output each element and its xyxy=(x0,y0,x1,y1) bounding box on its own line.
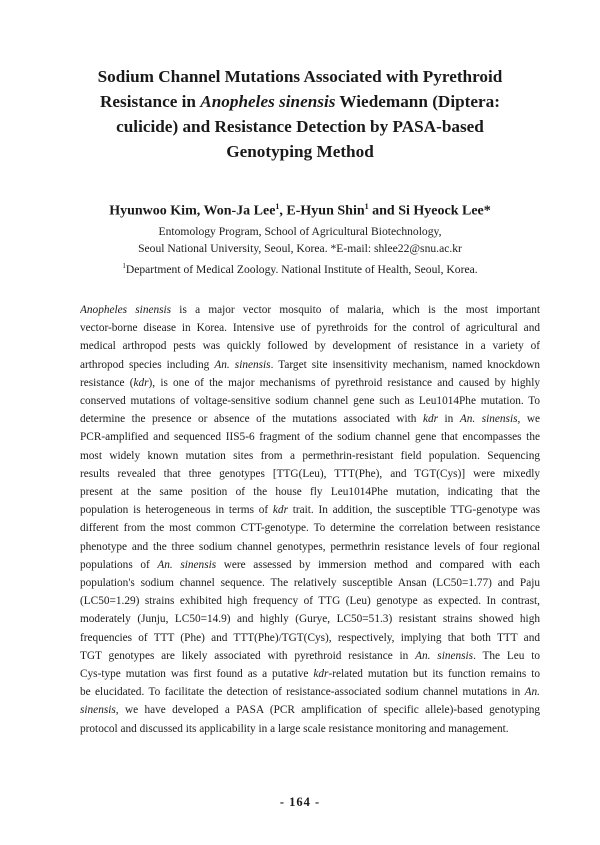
abstract-text: be elucidated. To facilitate the detection of resistance-associated sodium channel mutations in xyxy=(80,686,525,699)
abstract-italic-term: kdr xyxy=(313,668,329,681)
abstract-italic-term: An. sinensis xyxy=(415,649,474,662)
abstract-text: population is heterogeneous in terms of xyxy=(80,504,273,517)
abstract-italic-term: kdr xyxy=(133,376,149,389)
title-line-2 xyxy=(60,89,540,114)
abstract-line xyxy=(80,629,540,647)
abstract-italic-term: kdr xyxy=(422,413,439,426)
abstract-line xyxy=(80,319,540,337)
abstract-text: Cys-type mutation was first found as a putative xyxy=(80,668,314,681)
affiliation-line-2: Seoul National University, Seoul, Korea. *E-mail: shlee22@snu.ac.kr xyxy=(138,242,462,255)
author-2-sup: 1 xyxy=(364,202,369,211)
abstract-line xyxy=(80,392,540,410)
abstract-line xyxy=(80,301,540,319)
abstract-text: . Target site insensitivity mechanism, named knockdown xyxy=(270,358,540,371)
abstract-italic-term: An. xyxy=(524,686,540,699)
abstract-italic-term: An. sinensis xyxy=(157,558,217,571)
abstract-text: trait. In addition, the susceptible TTG-genotype was xyxy=(287,504,540,517)
abstract-line xyxy=(80,465,540,483)
abstract-line xyxy=(80,556,540,574)
abstract-line xyxy=(80,501,540,519)
abstract xyxy=(80,301,540,738)
abstract-text: resistance ( xyxy=(80,376,134,389)
abstract-text: present at the same position of the house fly Leu1014Phe mutation, indicating that the xyxy=(80,486,540,499)
abstract-line xyxy=(80,519,540,537)
abstract-italic-term: Anopheles sinensis xyxy=(80,304,172,316)
abstract-text: populations of xyxy=(80,558,158,571)
abstract-line xyxy=(80,483,540,501)
abstract-line xyxy=(80,337,540,355)
abstract-text: determine the presence or absence of the mutations associated with xyxy=(80,413,423,426)
abstract-text: different from the most common CTT-genotype. To determine the correlation between resistance xyxy=(80,522,540,535)
paper-title xyxy=(60,64,540,164)
abstract-text: protocol and discussed its applicability in a large scale resistance monitoring and management. xyxy=(80,722,509,735)
abstract-text: frequencies of TTT (Phe) and TTT(Phe)/TGT(Cys), respectively, implying that both TTT and xyxy=(80,631,540,644)
title-line-1: Sodium Channel Mutations Associated with Pyrethroid xyxy=(97,67,503,86)
abstract-text: medical arthropod pests was quickly followed by development of resistance in a variety of xyxy=(80,340,540,353)
abstract-text: , we xyxy=(517,413,540,426)
abstract-text: ), is one of the major mechanisms of pyrethroid resistance and caused by highly xyxy=(148,376,540,389)
abstract-text: PCR-amplified and sequenced IIS5-6 fragment of the sodium channel gene that encompasses the xyxy=(80,431,540,444)
abstract-italic-term: kdr xyxy=(272,504,288,517)
abstract-line xyxy=(80,647,540,665)
affiliation-3-text: Department of Medical Zoology. National Institute of Health, Seoul, Korea. xyxy=(125,262,478,276)
title-species: Anopheles sinensis xyxy=(200,92,336,111)
abstract-line xyxy=(80,410,540,428)
abstract-text: phenotype and the three sodium channel genotypes, permethrin resistance levels of four regional xyxy=(80,540,540,553)
abstract-line xyxy=(80,538,540,556)
abstract-text: population's sodium channel sequence. The relatively susceptible Ansan (LC50=1.77) and Paju xyxy=(80,577,540,590)
abstract-text: . The Leu to xyxy=(473,649,540,662)
abstract-text: conserved mutations of voltage-sensitive sodium channel gene such as Leu1014Phe mutation. To xyxy=(80,395,540,408)
abstract-line xyxy=(80,701,540,719)
abstract-italic-term: An. sinensis xyxy=(214,358,271,371)
author-2: , E-Hyun Shin xyxy=(279,203,365,219)
abstract-text: is a major vector mosquito of malaria, which is the most important xyxy=(171,304,540,316)
abstract-text: were assessed by immersion method and compared with each xyxy=(216,558,540,571)
author-3: and Si Hyeock Lee* xyxy=(368,203,491,219)
abstract-line xyxy=(80,610,540,628)
author-list xyxy=(40,202,560,220)
abstract-text: in xyxy=(438,413,460,426)
abstract-italic-term: An. sinensis xyxy=(459,413,518,426)
affiliation-line-3 xyxy=(40,258,560,278)
abstract-line xyxy=(80,720,540,738)
author-1-sup: 1 xyxy=(275,202,280,211)
abstract-line xyxy=(80,683,540,701)
title-line-2-post: Wiedemann (Diptera: xyxy=(335,92,500,111)
affiliation-line-1: Entomology Program, School of Agricultural Biotechnology, xyxy=(158,225,442,238)
title-line-3: culicide) and Resistance Detection by PASA-based xyxy=(116,117,484,136)
abstract-line xyxy=(80,374,540,392)
title-line-4: Genotyping Method xyxy=(226,142,374,161)
abstract-italic-term: sinensis xyxy=(80,704,116,717)
abstract-text: , we have developed a PASA (PCR amplification of specific allele)-based genotyping xyxy=(115,704,540,717)
abstract-text: moderately (Junju, LC50=14.9) and highly (Gurye, LC50=51.3) resistant strains showed high xyxy=(80,613,540,626)
abstract-line xyxy=(80,356,540,374)
abstract-text: vector-borne disease in Korea. Intensive use of pyrethroids for the control of agricultural and xyxy=(80,322,540,335)
affiliation-3-sup: 1 xyxy=(122,262,126,270)
abstract-line xyxy=(80,665,540,683)
title-line-2-pre: Resistance in xyxy=(100,92,201,111)
abstract-text: arthropod species including xyxy=(80,358,215,371)
abstract-text: results revealed that three genotypes [TTG(Leu), TTT(Phe), and TGT(Cys)] were mixedly xyxy=(80,467,540,480)
page-number: - 164 - xyxy=(279,795,321,809)
author-1: Hyunwoo Kim, Won-Ja Lee xyxy=(109,203,276,219)
abstract-text: (LC50=1.29) strains exhibited high frequency of TTG (Leu) genotype as expected. In contrast, xyxy=(80,595,540,608)
abstract-line xyxy=(80,428,540,446)
abstract-line xyxy=(80,574,540,592)
abstract-text: most widely known mutation sites from a permethrin-resistant field population. Sequencing xyxy=(80,449,540,462)
abstract-line xyxy=(80,592,540,610)
abstract-text: TGT genotypes are likely associated with pyrethroid resistance in xyxy=(80,649,416,662)
abstract-text: -related mutation but its function remains to xyxy=(328,668,540,681)
abstract-line xyxy=(80,447,540,465)
